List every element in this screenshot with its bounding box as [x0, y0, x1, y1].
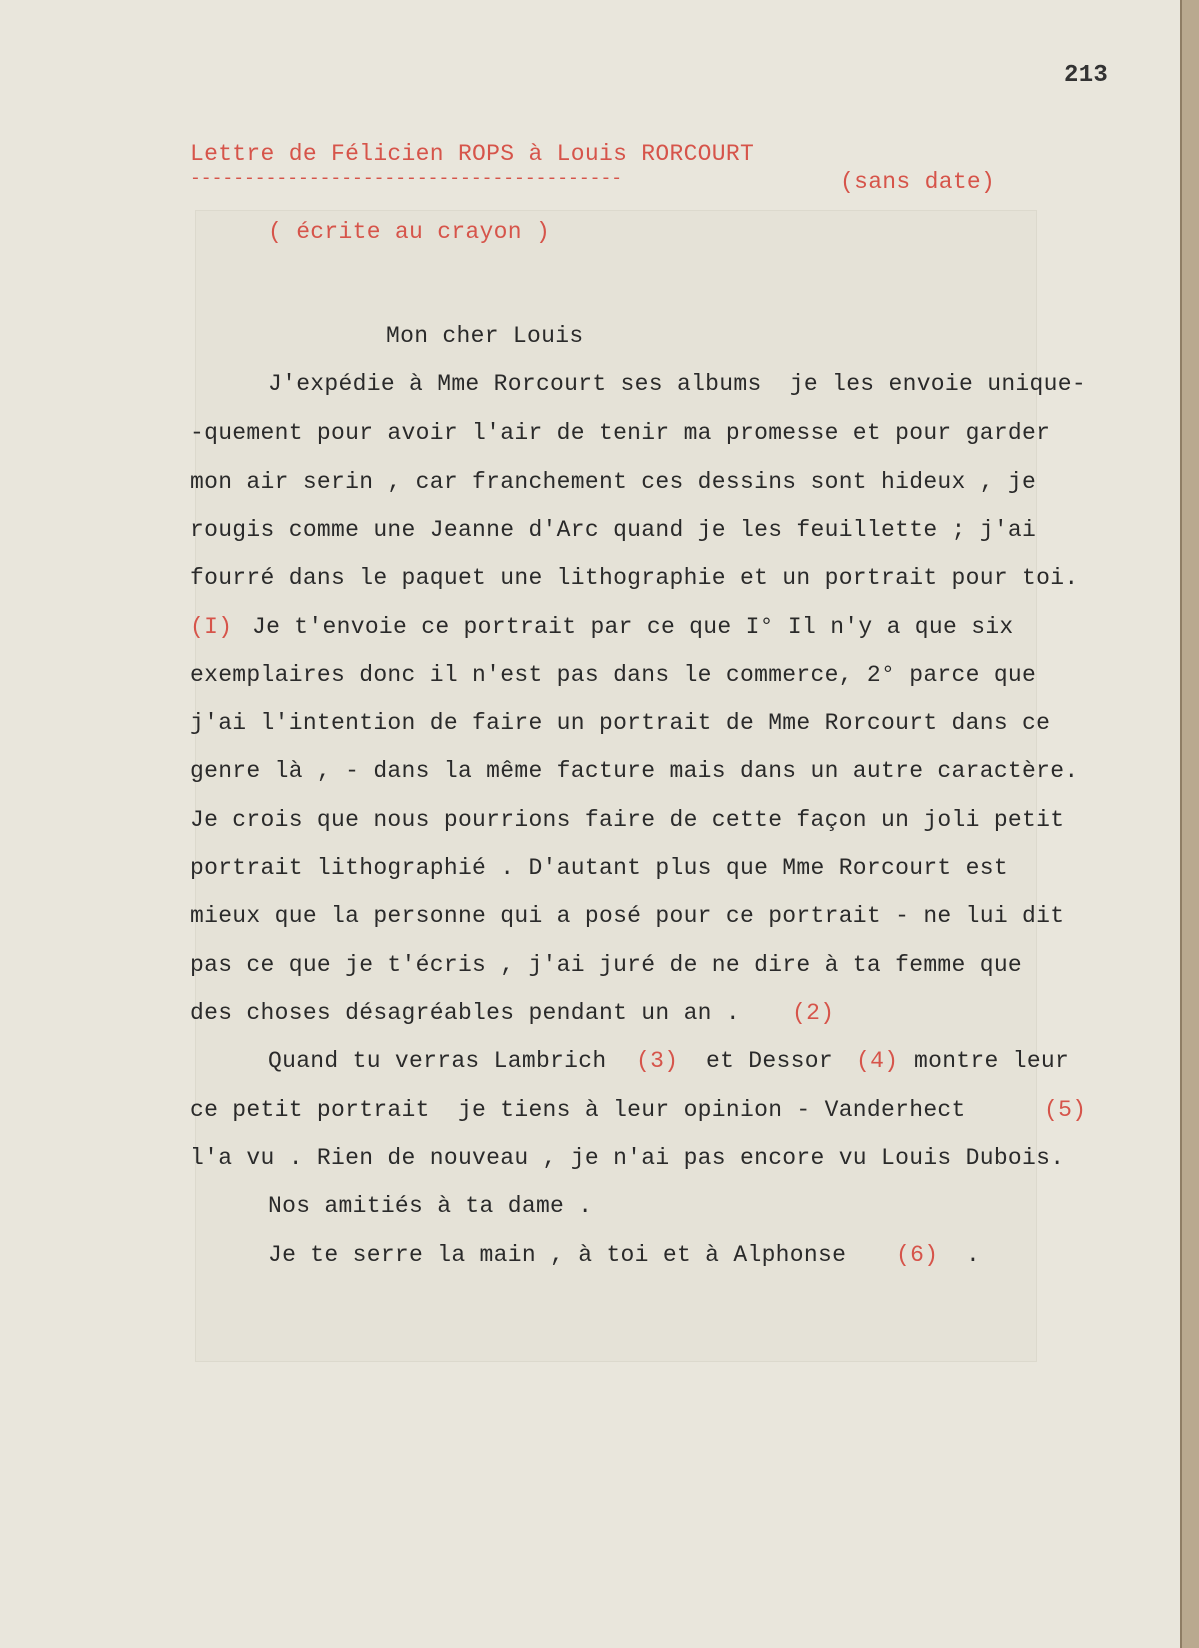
salutation: Mon cher Louis	[386, 323, 584, 349]
body-line: genre là , - dans la même facture mais dans un autre caractère.	[190, 758, 1079, 784]
closing-period: .	[966, 1242, 981, 1268]
body-line: mon air serin , car franchement ces dessins sont hideux , je	[190, 469, 1037, 495]
para2-line: l'a vu . Rien de nouveau , je n'ai pas encore vu Louis Dubois.	[190, 1145, 1065, 1171]
body-line: Je crois que nous pourrions faire de cette façon un joli petit	[190, 807, 1065, 833]
page-number: 213	[1064, 62, 1109, 89]
body-line: -quement pour avoir l'air de tenir ma promesse et pour garder	[190, 420, 1051, 446]
title-underline: ----------------------------------------	[190, 169, 623, 189]
footnote-mark: (4)	[856, 1048, 899, 1074]
footnote-mark: (3)	[636, 1048, 679, 1074]
footnote-mark: (6)	[896, 1242, 939, 1268]
body-line: des choses désagréables pendant un an .	[190, 1000, 740, 1026]
body-line: pas ce que je t'écris , j'ai juré de ne dire à ta femme que	[190, 952, 1023, 978]
binding-edge	[1180, 0, 1199, 1648]
body-line: exemplaires donc il n'est pas dans le commerce, 2° parce que	[190, 662, 1037, 688]
body-line: mieux que la personne qui a posé pour ce portrait - ne lui dit	[190, 903, 1065, 929]
body-line: fourré dans le paquet une lithographie et un portrait pour toi.	[190, 565, 1079, 591]
body-line: Je t'envoie ce portrait par ce que I° Il n'y a que six	[252, 614, 1014, 640]
date-note: (sans date)	[840, 169, 996, 195]
closing-line: Je te serre la main , à toi et à Alphonse	[268, 1242, 847, 1268]
body-line: J'expédie à Mme Rorcourt ses albums je les envoie unique-	[268, 371, 1086, 397]
letter-title: Lettre de Félicien ROPS à Louis RORCOURT	[190, 141, 755, 167]
body-line: portrait lithographié . D'autant plus que Mme Rorcourt est	[190, 855, 1008, 881]
body-line: j'ai l'intention de faire un portrait de Mme Rorcourt dans ce	[190, 710, 1051, 736]
para2-line: montre leur	[914, 1048, 1070, 1074]
para2-line: et Dessor	[706, 1048, 833, 1074]
para2-line: ce petit portrait je tiens à leur opinion - Vanderhect	[190, 1097, 966, 1123]
body-line: rougis comme une Jeanne d'Arc quand je les feuillette ; j'ai	[190, 517, 1037, 543]
para2-line: Quand tu verras Lambrich	[268, 1048, 607, 1074]
footnote-mark: (2)	[792, 1000, 835, 1026]
footnote-mark: (5)	[1044, 1097, 1087, 1123]
footnote-mark: (I)	[190, 614, 233, 640]
closing-line: Nos amitiés à ta dame .	[268, 1193, 593, 1219]
letter-subtitle: ( écrite au crayon )	[268, 219, 551, 245]
